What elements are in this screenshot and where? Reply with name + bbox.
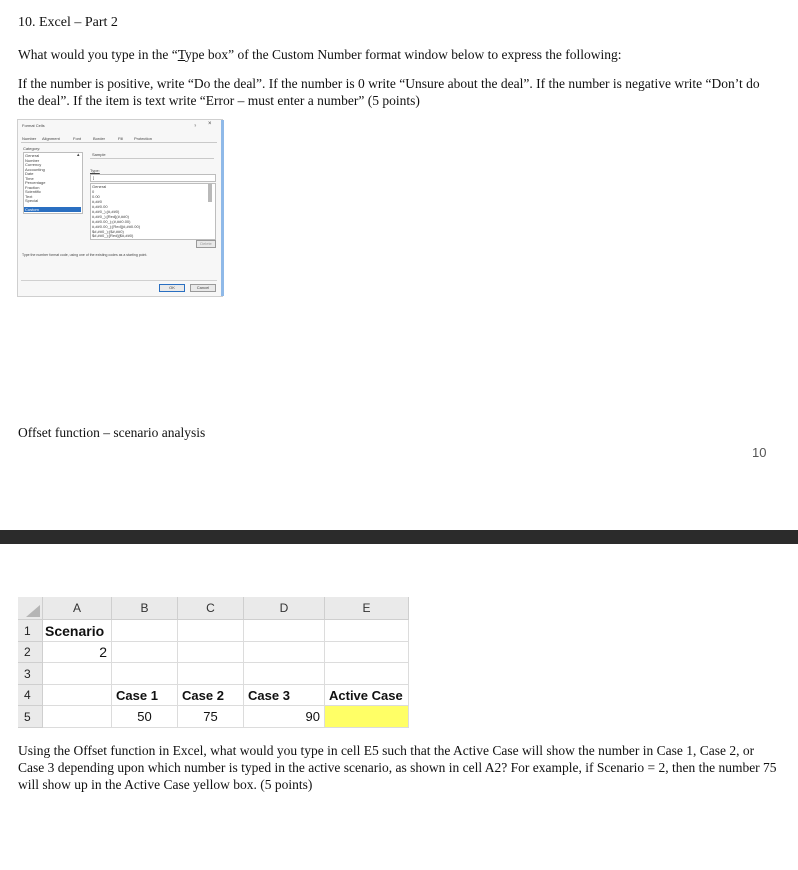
cell-e5-active-case[interactable]: [325, 706, 409, 728]
dialog-title: Format Cells: [22, 123, 45, 128]
category-item[interactable]: Time: [25, 176, 34, 181]
cell-c5[interactable]: 75: [178, 706, 244, 728]
cell-e3[interactable]: [325, 663, 409, 685]
hint-text: Type the number format code, using one of the existing codes as a starting point.: [22, 253, 148, 257]
q1-type-rest: ype box: [185, 47, 229, 62]
format-item[interactable]: #,##0.00_);(#,##0.00): [92, 219, 131, 224]
cell-a2[interactable]: 2: [43, 642, 112, 663]
category-item[interactable]: Special: [25, 198, 39, 203]
tab-number[interactable]: Number: [22, 136, 37, 141]
cell-d5[interactable]: 90: [244, 706, 325, 728]
tab-alignment[interactable]: Alignment: [42, 136, 60, 141]
cell-c1[interactable]: [178, 620, 244, 642]
cell-e4[interactable]: Active Case: [325, 685, 409, 706]
cell-b5[interactable]: 50: [112, 706, 178, 728]
type-label: Type:: [90, 168, 100, 173]
tab-fill[interactable]: Fill: [118, 136, 124, 141]
dialog-edge-bar: [221, 120, 224, 296]
question-1-body: If the number is positive, write “Do the deal”. If the number is 0 write “Unsure about the deal”. If the number is negative write “Don’t do the deal”. If the item is text write “Error – must enter a number” (5 points): [18, 76, 760, 108]
category-item[interactable]: Scientific: [25, 189, 42, 194]
column-header-a[interactable]: A: [43, 597, 112, 620]
cell-a3[interactable]: [43, 663, 112, 685]
format-item[interactable]: #,##0_);[Red](#,##0): [92, 214, 129, 219]
scroll-up-icon[interactable]: ▴: [77, 152, 80, 158]
row-header-5[interactable]: 5: [18, 706, 43, 728]
category-item[interactable]: Accounting: [25, 167, 45, 172]
cell-b1[interactable]: [112, 620, 178, 642]
column-header-b[interactable]: B: [112, 597, 178, 620]
category-item[interactable]: General: [25, 153, 40, 158]
spreadsheet: [18, 597, 409, 728]
help-icon[interactable]: ?: [194, 123, 197, 128]
q1-type-underlined: T: [177, 47, 186, 62]
category-item[interactable]: Fraction: [25, 185, 40, 190]
cell-d1[interactable]: [244, 620, 325, 642]
category-item[interactable]: Percentage: [25, 180, 46, 185]
question-1-prompt: [18, 46, 788, 63]
category-item-selected[interactable]: Custom: [25, 207, 39, 212]
format-item[interactable]: 0: [92, 189, 95, 194]
cell-a4[interactable]: [43, 685, 112, 706]
cell-e1[interactable]: [325, 620, 409, 642]
category-label: Category:: [23, 146, 41, 151]
format-item[interactable]: 0.00: [92, 194, 100, 199]
page-number: 10: [752, 445, 767, 460]
category-item[interactable]: Text: [25, 194, 33, 199]
tab-border[interactable]: Border: [93, 136, 106, 141]
cell-c4[interactable]: Case 2: [178, 685, 244, 706]
row-header-2[interactable]: 2: [18, 642, 43, 663]
format-item[interactable]: $#,##0_);($#,##0): [92, 229, 124, 234]
close-icon[interactable]: ×: [208, 121, 212, 127]
column-header-e[interactable]: E: [325, 597, 409, 620]
cell-a5[interactable]: [43, 706, 112, 728]
format-item[interactable]: #,##0.00_);[Red](#,##0.00): [92, 224, 141, 229]
select-all-triangle-icon: [26, 605, 40, 617]
cell-a1[interactable]: Scenario: [43, 620, 112, 642]
q1-prefix: What would you type in the “: [18, 47, 178, 62]
tab-font[interactable]: Font: [73, 136, 82, 141]
column-header-d[interactable]: D: [244, 597, 325, 620]
row-header-3[interactable]: 3: [18, 663, 43, 685]
format-item[interactable]: General: [92, 184, 107, 189]
cell-b4[interactable]: Case 1: [112, 685, 178, 706]
select-all-corner[interactable]: [18, 597, 43, 620]
type-input[interactable]: [90, 174, 216, 182]
format-cells-dialog: [17, 119, 223, 297]
cell-b2[interactable]: [112, 642, 178, 663]
question-2-prompt: Using the Offset function in Excel, what would you type in cell E5 such that the Active Case will show the number in Case 1, Case 2, or Case 3 depending upon which number is typed in the active scenario, as shown in cell A2? For example, if Scenario = 2, then the number 75 will show up in the Active Case yellow box. (5 points): [18, 743, 777, 792]
cell-d3[interactable]: [244, 663, 325, 685]
format-item[interactable]: $#,##0_);[Red]($#,##0): [92, 233, 134, 238]
delete-button[interactable]: Delete: [196, 240, 216, 248]
cell-e2[interactable]: [325, 642, 409, 663]
row-header-1[interactable]: 1: [18, 620, 43, 642]
cancel-button[interactable]: Cancel: [190, 284, 216, 292]
offset-section-title: Offset function – scenario analysis: [18, 425, 206, 440]
type-input-value: ]: [93, 175, 95, 180]
category-item[interactable]: Number: [25, 158, 40, 163]
format-item[interactable]: #,##0: [92, 199, 103, 204]
cell-c2[interactable]: [178, 642, 244, 663]
section-divider-bar: [0, 530, 798, 544]
column-header-c[interactable]: C: [178, 597, 244, 620]
format-list-scrollbar[interactable]: [208, 184, 212, 202]
cell-b3[interactable]: [112, 663, 178, 685]
row-header-4[interactable]: 4: [18, 685, 43, 706]
category-item[interactable]: Date: [25, 171, 34, 176]
category-item[interactable]: Currency: [25, 162, 42, 167]
format-item[interactable]: #,##0.00: [92, 204, 108, 209]
ok-button[interactable]: OK: [159, 284, 185, 292]
tab-protection[interactable]: Protection: [134, 136, 153, 141]
format-item[interactable]: #,##0_);(#,##0): [92, 209, 120, 214]
cell-d2[interactable]: [244, 642, 325, 663]
question-heading: 10. Excel – Part 2: [18, 15, 118, 30]
cell-d4[interactable]: Case 3: [244, 685, 325, 706]
cell-c3[interactable]: [178, 663, 244, 685]
q1-suffix: ” of the Custom Number format window below to express the following:: [228, 47, 622, 62]
sample-label: Sample: [92, 152, 106, 157]
